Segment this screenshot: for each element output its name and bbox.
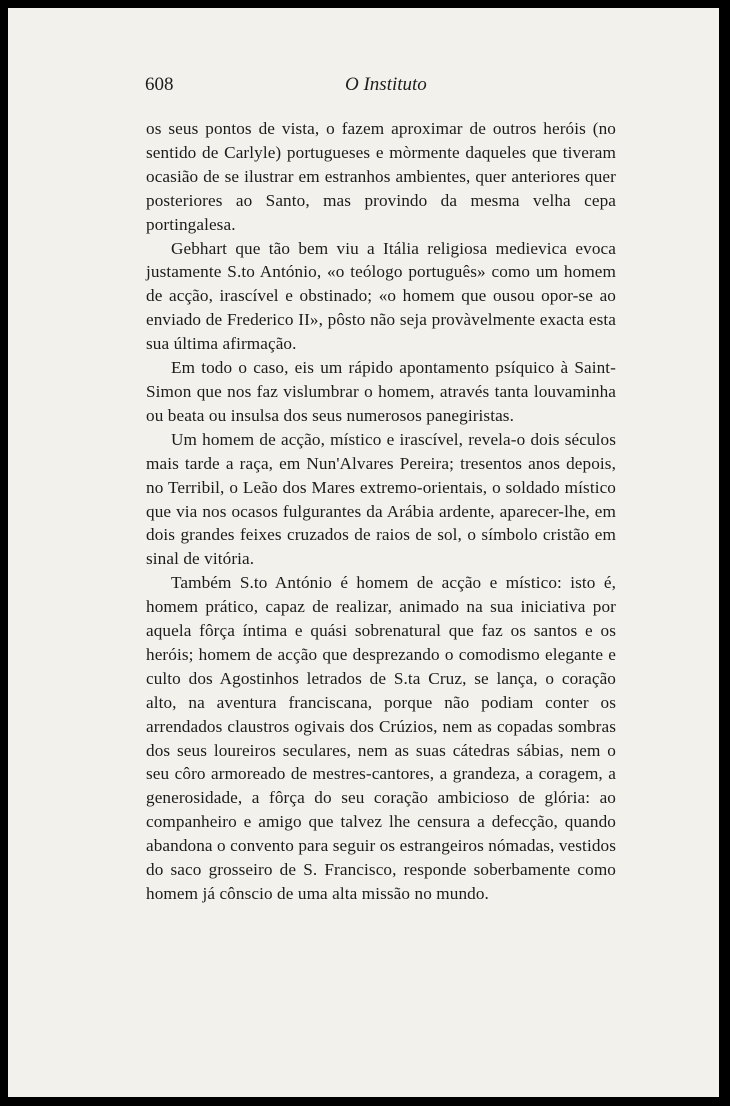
paragraph-4: Um homem de acção, místico e irascível, revela-o dois séculos mais tarde a raça, em Nun'Alvares Pereira; tresentos anos depois, no Terribil, o Leão dos Mares extremo-orientais, o soldado místico que via nos ocasos fulgurantes da Arábia ardente, aparecer-lhe, em dois grandes feixes cruzados de raios de sol, o símbolo cristão em sinal de vitória. (146, 429, 616, 569)
paragraph-2: Gebhart que tão bem viu a Itália religiosa medievica evoca justamente S.to António, «o teólogo português» como um homem de acção, irascível e obstinado; «o homem que ousou opor-se ao enviado de Frederico II», pôsto não seja provàvelmente exacta esta sua última afirmação. (146, 238, 616, 354)
page-header (8, 74, 719, 100)
paragraph-3: Em todo o caso, eis um rápido apontamento psíquico à Saint-Simon que nos faz vislumbrar o homem, através tanta louvaminha ou beata ou insulsa dos seus numerosos panegiristas. (146, 358, 616, 425)
running-title: O Instituto (345, 74, 427, 95)
page-number: 608 (145, 74, 174, 95)
body-text (146, 117, 616, 906)
book-page (8, 8, 719, 1097)
paragraph-5: Também S.to António é homem de acção e místico: isto é, homem prático, capaz de realizar, animado na sua iniciativa por aquela fôrça íntima e quási sobrenatural que faz os santos e os heróis; homem de acção que desprezando o comodismo elegante e culto dos Agostinhos letrados de S.ta Cruz, se lança, o coração alto, na aventura franciscana, porque não podiam conter os arrendados claustros ogivais dos Crúzios, nem as copadas sombras dos seus loureiros seculares, nem as suas cátedras sábias, nem o seu côro armoreado de mestres-cantores, a grandeza, a coragem, a generosidade, a fôrça do seu coração ambicioso de glória: ao companheiro e amigo que talvez lhe censura a defecção, quando abandona o convento para seguir os estrangeiros nómadas, vestidos do saco grosseiro de S. Francisco, responde soberbamente como homem já cônscio de uma alta missão no mundo. (146, 573, 616, 903)
paragraph-1: os seus pontos de vista, o fazem aproximar de outros heróis (no sentido de Carlyle) portugueses e mòrmente daqueles que tiveram ocasião de se ilustrar em estranhos ambientes, quer anteriores quer posteriores ao Santo, mas provindo da mesma velha cepa portingalesa. (146, 119, 616, 234)
